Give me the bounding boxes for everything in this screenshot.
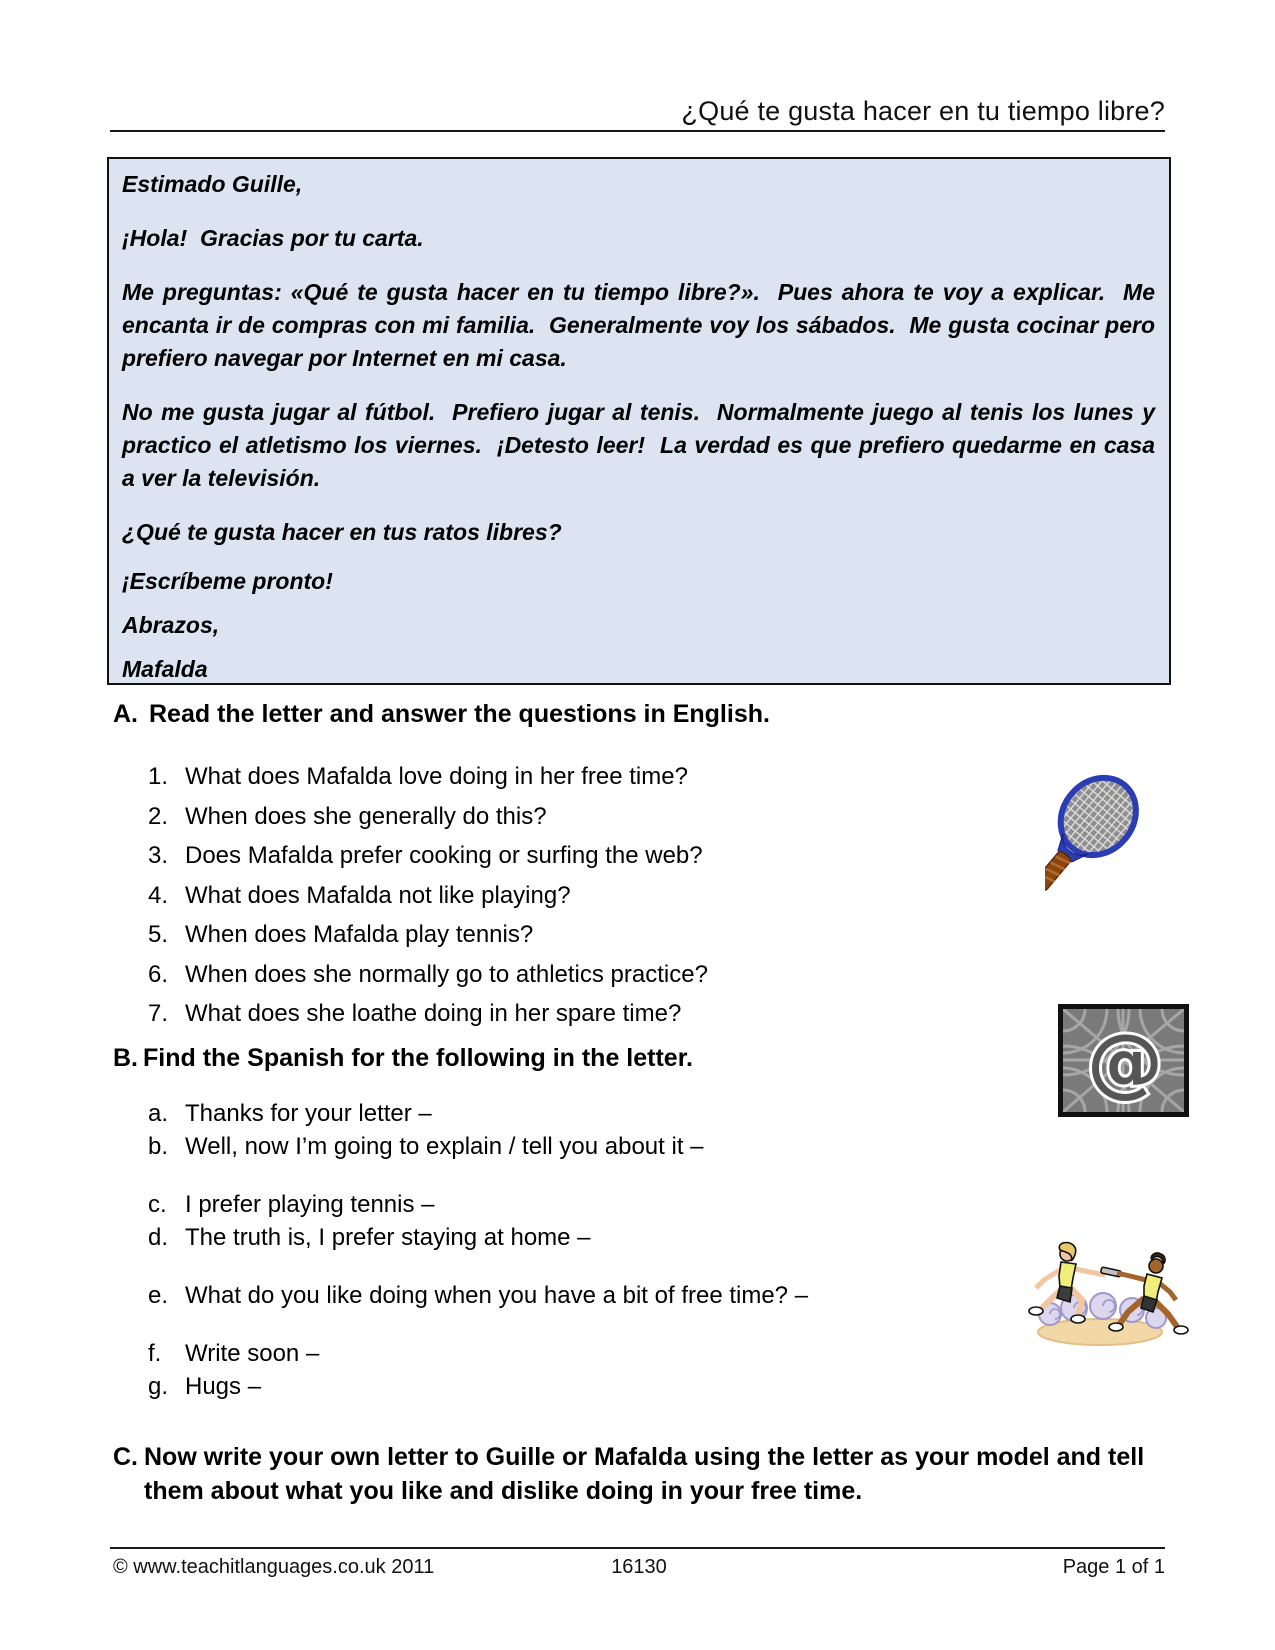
letter-greeting: Estimado Guille,	[122, 171, 303, 197]
question-text: What does she loathe doing in her spare time?	[185, 1000, 682, 1027]
find-spanish-row	[148, 1097, 808, 1130]
footer-rule	[110, 1547, 1165, 1549]
item-text: Write soon –	[185, 1340, 320, 1367]
question-text: When does she normally go to athletics practice?	[185, 960, 708, 988]
footer-resource-id: 16130	[611, 1556, 667, 1578]
question-text: What does Mafalda love doing in her free time?	[185, 763, 688, 790]
item-letter: b.	[148, 1133, 169, 1160]
letter-box	[107, 157, 1171, 685]
question-text: When does she generally do this?	[185, 802, 547, 830]
question-row	[148, 876, 708, 916]
section-a-label: A.	[113, 700, 138, 728]
question-row	[148, 836, 708, 876]
question-number: 6.	[148, 960, 169, 988]
item-text: Thanks for your letter –	[185, 1100, 432, 1127]
header-rule	[110, 130, 1165, 132]
section-b-heading	[113, 1041, 1175, 1075]
section-c-heading	[113, 1440, 1175, 1508]
item-letter: d.	[148, 1224, 169, 1251]
at-glyph: @	[1087, 1017, 1163, 1106]
find-spanish-row	[148, 1221, 808, 1254]
find-spanish-row	[148, 1279, 808, 1312]
item-text: Hugs –	[185, 1373, 262, 1400]
letter-closing: ¡Escríbeme pronto!	[122, 568, 333, 594]
section-c-label: C.	[113, 1443, 138, 1471]
item-letter: f.	[148, 1340, 162, 1367]
footer	[113, 1556, 1165, 1579]
letter-signature: Mafalda	[122, 656, 208, 682]
find-spanish-row	[148, 1188, 808, 1221]
item-letter: e.	[148, 1282, 169, 1309]
section-a-text: Read the letter and answer the questions in English.	[149, 700, 770, 728]
footer-page-number: Page 1 of 1	[1062, 1556, 1166, 1578]
question-number: 1.	[148, 763, 169, 790]
section-b-text: Find the Spanish for the following in the letter.	[143, 1044, 693, 1072]
letter-paragraph: No me gusta jugar al fútbol. Prefiero jugar al tenis. Normalmente juego al tenis los lunes y practico el atletismo los viernes. ¡Detesto leer! La verdad es que prefiero quedarme en casa a ver la televisión.	[122, 399, 1162, 491]
item-text: The truth is, I prefer staying at home –	[185, 1224, 591, 1251]
item-letter: g.	[148, 1373, 169, 1400]
question-row	[148, 994, 708, 1034]
find-spanish-row	[148, 1370, 808, 1403]
item-text: Well, now I’m going to explain / tell you about it –	[185, 1133, 704, 1160]
find-spanish-row	[148, 1337, 808, 1370]
item-letter: a.	[148, 1100, 169, 1127]
section-b-item-list	[148, 1097, 808, 1403]
section-a-heading	[113, 697, 1175, 731]
footer-copyright: © www.teachitlanguages.co.uk 2011	[113, 1556, 435, 1578]
letter-paragraph: Me preguntas: «Qué te gusta hacer en tu tiempo libre?». Pues ahora te voy a explicar. Me encanta ir de compras con mi familia. Generalmente voy los sábados. Me gusta cocinar pero prefiero navegar por Internet en mi casa.	[122, 279, 1162, 371]
tennis-racket-icon	[1045, 770, 1180, 905]
question-number: 5.	[148, 921, 169, 948]
item-text: What do you like doing when you have a bit of free time? –	[185, 1282, 809, 1309]
question-row	[148, 797, 708, 837]
item-text: I prefer playing tennis –	[185, 1191, 435, 1218]
question-row	[148, 955, 708, 995]
relay-runners-icon	[1008, 1232, 1193, 1350]
letter-signoff: Abrazos,	[122, 612, 220, 638]
section-c-text: Now write your own letter to Guille or Mafalda using the letter as your model and tell them about what you like and dislike doing in your free time.	[144, 1443, 1145, 1505]
question-number: 3.	[148, 842, 169, 869]
section-a-question-list	[148, 757, 708, 1034]
question-number: 4.	[148, 881, 169, 909]
page-title: ¿Qué te gusta hacer en tu tiempo libre?	[681, 96, 1165, 126]
letter-question: ¿Qué te gusta hacer en tus ratos libres?	[122, 519, 562, 545]
letter-paragraph: ¡Hola! Gracias por tu carta.	[122, 225, 424, 251]
section-b-label: B.	[113, 1044, 138, 1072]
item-letter: c.	[148, 1191, 167, 1218]
at-symbol-icon	[1058, 1004, 1189, 1117]
question-text: Does Mafalda prefer cooking or surfing the web?	[185, 842, 703, 869]
question-row	[148, 915, 708, 955]
question-text: What does Mafalda not like playing?	[185, 881, 571, 909]
question-text: When does Mafalda play tennis?	[185, 921, 534, 948]
find-spanish-row	[148, 1130, 808, 1163]
question-row	[148, 757, 708, 797]
question-number: 7.	[148, 1000, 169, 1027]
question-number: 2.	[148, 802, 169, 830]
